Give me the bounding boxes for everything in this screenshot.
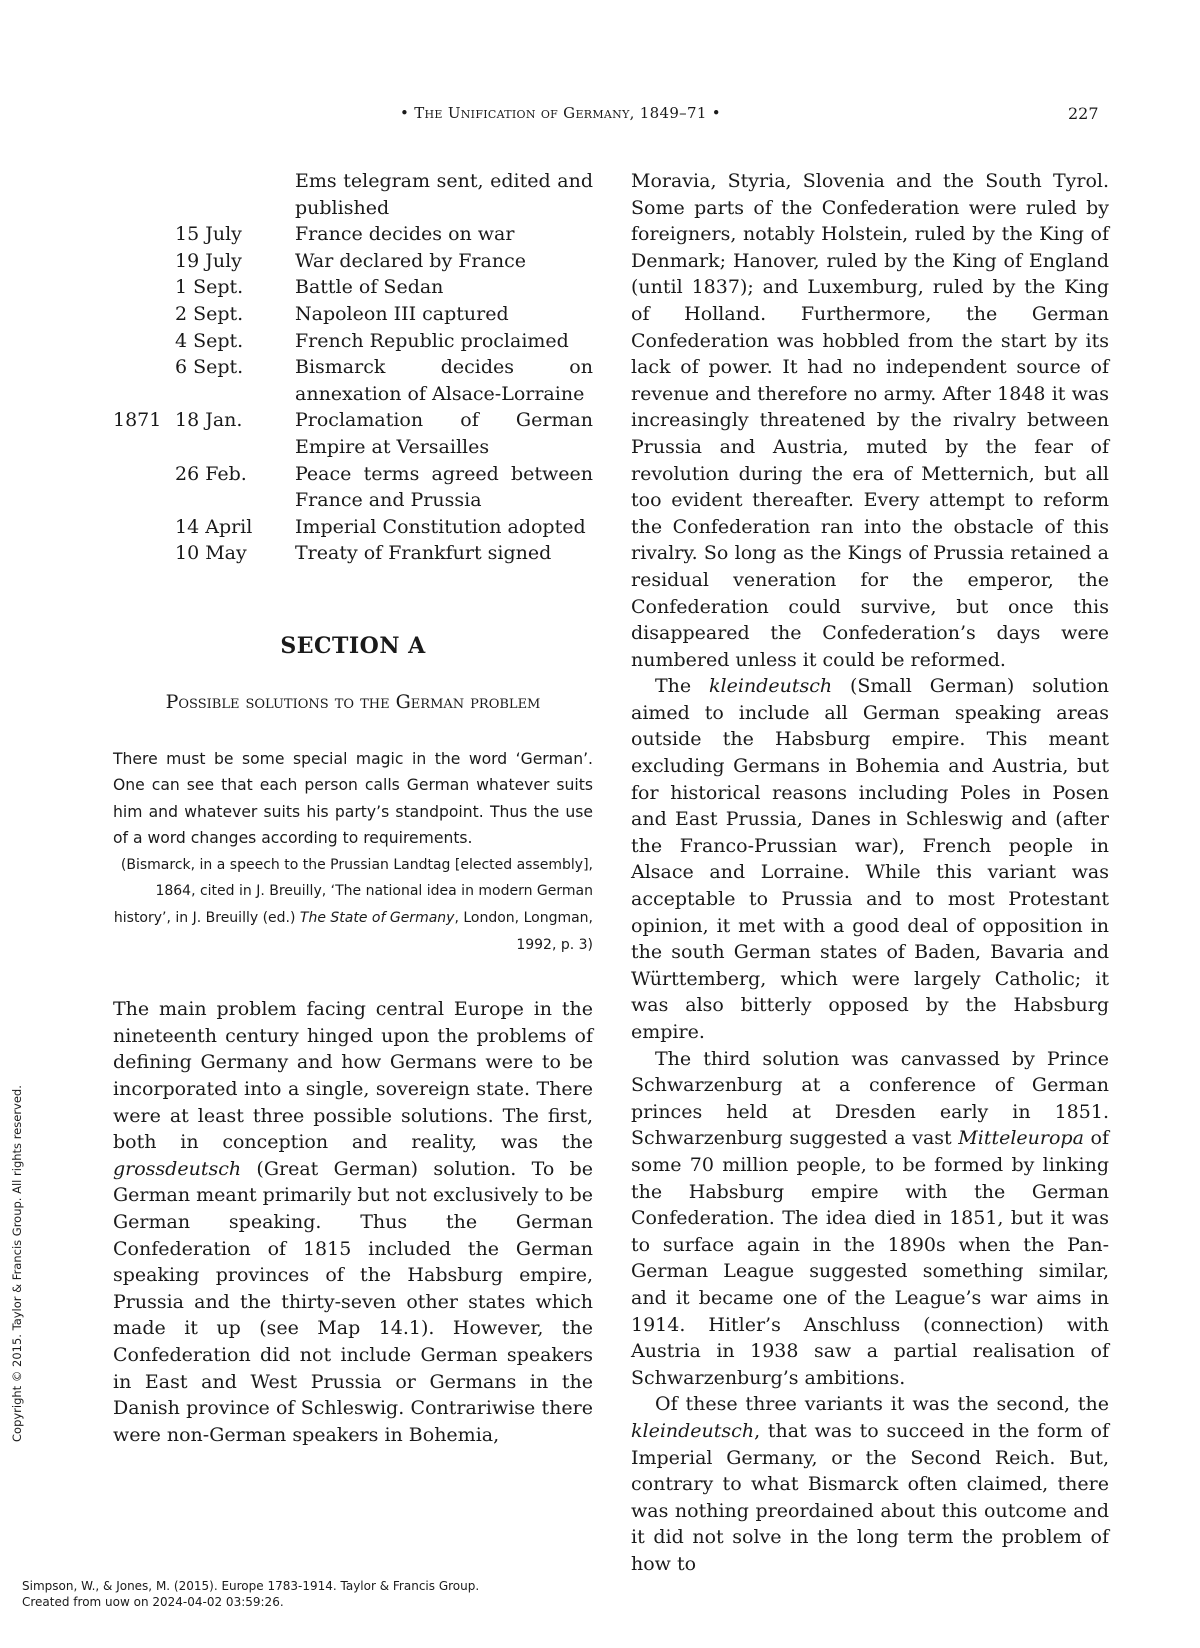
- chronology-row: [113, 407, 593, 460]
- running-head-bullet-left: •: [400, 104, 415, 122]
- chronology-year: 1871: [113, 409, 162, 432]
- chronology-date: 18 Jan.: [175, 409, 243, 432]
- paragraph-text: of some 70 million people, to be formed by linking the Habsburg empire with the German Confederation. The idea died in 1851, but it was to surface again in the 1890s when the Pan-German League suggested something similar, and it became one of the League’s war aims in 1914. Hitler’s Anschluss (connection) with Austria in 1938 saw a partial realisation of Schwarzenburg’s ambitions.: [631, 1127, 1109, 1389]
- chronology-year: [113, 274, 175, 301]
- right-column: [631, 168, 1109, 1577]
- body-paragraph-4: [631, 1391, 1109, 1577]
- chronology-date: [175, 168, 295, 221]
- chronology-row: [113, 540, 593, 567]
- running-head: [400, 104, 800, 122]
- chronology-date: 1 Sept.: [175, 276, 244, 299]
- chronology-year: [113, 221, 175, 248]
- running-head-bullet-right: •: [706, 104, 721, 122]
- chronology-row: [113, 328, 593, 355]
- chronology-year: [113, 514, 175, 541]
- paragraph-text: , that was to succeed in the form of Imperial Germany, or the Second Reich. But, contrary to what Bismarck often claimed, there was nothing preordained about this outcome and it did not solve in the long term the problem of how to: [631, 1419, 1109, 1575]
- chronology-year: [113, 540, 175, 567]
- term-mitteleuropa: Mitteleuropa: [958, 1127, 1084, 1150]
- chronology-row: [113, 248, 593, 275]
- chronology-table: [113, 168, 593, 567]
- chronology-year: [113, 461, 175, 514]
- chronology-event: Ems telegram sent, edited and published: [295, 170, 593, 219]
- body-paragraph-1: Moravia, Styria, Slovenia and the South Tyrol. Some parts of the Confederation were ruled by foreigners, notably Holstein, ruled by the King of Denmark; Hanover, ruled by the King of England (until 1837); and Luxemburg, ruled by the King of Holland. Furthermore, the German Confederation was hobbled from the start by its lack of power. It had no independent source of revenue and therefore no army. After 1848 it was increasingly threatened by the rivalry between Prussia and Austria, muted by the fear of revolution during the era of Metternich, but all too evident thereafter. Every attempt to reform the Confederation ran into the obstacle of this rivalry. So long as the Kings of Prussia retained a residual veneration for the emperor, the Confederation could survive, but once this disappeared the Confederation’s days were numbered unless it could be reformed.: [631, 170, 1109, 671]
- chronology-date: 2 Sept.: [175, 302, 244, 325]
- chronology-year: [113, 301, 175, 328]
- paragraph-text: (Great German) solution. To be German meant primarily but not exclusively to be German speaking. Thus the German Confederation of 1815 included the German speaking provinces of the Habsburg empire, Prussia and the thirty-seven other states which made it up (see Map 14.1). However, the Confederation did not include German speakers in East and West Prussia or Germans in the Danish province of Schleswig. Contrariwise there were non-German speakers in Bohemia,: [113, 1157, 593, 1446]
- chronology-date: 10 May: [175, 542, 247, 565]
- chronology-event: Napoleon III captured: [295, 302, 509, 325]
- chronology-date: 4 Sept.: [175, 329, 244, 352]
- chronology-event: Bismarck decides on annexation of Alsace-Lorraine: [295, 356, 593, 405]
- chronology-event: Battle of Sedan: [295, 276, 444, 299]
- footer-created: Created from uow on 2024-04-02 03:59:26.: [22, 1595, 284, 1609]
- chronology-row: [113, 274, 593, 301]
- paragraph-text: Of these three variants it was the second, the: [655, 1393, 1109, 1416]
- paragraph-text: The: [655, 675, 710, 698]
- term-grossdeutsch: grossdeutsch: [113, 1157, 242, 1180]
- section-heading: SECTION A: [280, 632, 426, 659]
- chronology-year: [113, 354, 175, 407]
- side-copyright-notice: Copyright © 2015. Taylor & Francis Group. All rights reserved.: [10, 1085, 24, 1442]
- chronology-event: French Republic proclaimed: [295, 329, 569, 352]
- chronology-date: 19 July: [175, 249, 242, 272]
- chronology-event: Treaty of Frankfurt signed: [295, 542, 552, 565]
- left-column: [113, 168, 593, 1448]
- chronology-date: 15 July: [175, 223, 242, 246]
- chronology-date: 6 Sept.: [175, 356, 244, 379]
- term-kleindeutsch: kleindeutsch: [709, 675, 833, 698]
- footer-citation: Simpson, W., & Jones, M. (2015). Europe 1783-1914. Taylor & Francis Group.: [22, 1579, 480, 1593]
- chronology-year: [113, 328, 175, 355]
- running-head-title: The Unification of Germany, 1849–71: [414, 104, 707, 122]
- chronology-event: France decides on war: [295, 223, 515, 246]
- epigraph-source: [113, 852, 593, 958]
- page-number: 227: [1068, 104, 1099, 123]
- term-kleindeutsch: kleindeutsch: [631, 1419, 755, 1442]
- chronology-row: [113, 514, 593, 541]
- paragraph-text: The third solution was canvassed by Prince Schwarzenburg at a conference of German princes held at Dresden early in 1851. Schwarzenburg suggested a vast: [631, 1047, 1109, 1150]
- footer-citation-block: [22, 1578, 479, 1610]
- chronology-row: [113, 301, 593, 328]
- paragraph-text: The main problem facing central Europe in the nineteenth century hinged upon the problems of defining Germany and how Germans were to be incorporated into a single, sovereign state. There were at least three possible solutions. The first, both in conception and reality, was the: [113, 998, 593, 1154]
- chronology-year: [113, 168, 175, 221]
- chronology-event: Peace terms agreed between France and Prussia: [295, 462, 593, 512]
- chronology-date: 14 April: [175, 515, 253, 538]
- epigraph-source-title: The State of Germany: [299, 910, 455, 927]
- body-paragraph-2: [631, 673, 1109, 1045]
- chronology-row: [113, 221, 593, 248]
- chronology-row: [113, 168, 593, 221]
- epigraph-source-tail: , London, Longman, 1992, p. 3): [454, 910, 593, 953]
- body-paragraph-left: [113, 996, 593, 1448]
- chronology-year: [113, 248, 175, 275]
- subsection-heading: Possible solutions to the German problem: [165, 690, 541, 713]
- epigraph-source-text: (Bismarck, in a speech to the Prussian Landtag [elected assembly], 1864, cited in J. Breuilly, ‘The national idea in modern German history’, in J. Breuilly (ed.): [113, 856, 593, 927]
- chronology-row: [113, 461, 593, 514]
- epigraph-quote: There must be some special magic in the word ‘German’. One can see that each person calls German whatever suits him and whatever suits his party’s standpoint. Thus the use of a word changes according to requirements.: [113, 749, 593, 848]
- chronology-event: Proclamation of German Empire at Versailles: [295, 409, 593, 458]
- chronology-event: Imperial Constitution adopted: [295, 515, 586, 538]
- chronology-date: 26 Feb.: [175, 462, 247, 485]
- chronology-row: [113, 354, 593, 407]
- body-paragraph-3: [631, 1046, 1109, 1392]
- paragraph-text: (Small German) solution aimed to include all German speaking areas outside the Habsburg empire. This meant excluding Germans in Bohemia and Austria, but for historical reasons including Poles in Posen and East Prussia, Danes in Schleswig and (after the Franco-Prussian war), French people in Alsace and Lorraine. While this variant was acceptable to Prussia and to most Protestant opinion, it met with a good deal of opposition in the south German states of Baden, Bavaria and Württemberg, which were largely Catholic; it was also bitterly opposed by the Habsburg empire.: [631, 675, 1109, 1043]
- chronology-event: War declared by France: [295, 249, 526, 272]
